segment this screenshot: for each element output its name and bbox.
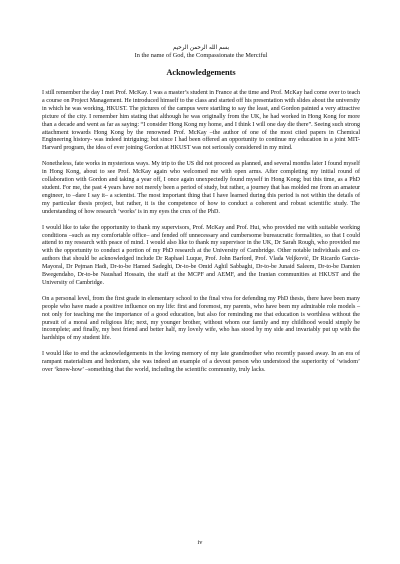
paragraph: I would like to take the opportunity to thank my supervisors, Prof. McKay and Prof. Hui, who provided me with suitable working conditions –such as my comfortable office– and fended off unnecessary and cumbersome bureaucratic formalities, so that I could attend to my research with peace of mind. I would also like to thank my supervisor in the UK, Dr Sarah Rough, who provided me with the opportunity to conduct a portion of my PhD research at the University of Cambridge. Other notable individuals and co-authors that should be acknowledged include Dr Raphael Luque, Prof. John Barford, Prof. Vlada Veljković, Dr Ricardo Garcia-Mayoral, Dr Pejman Hadi, Dr-to-be Hamed Sadeghi, Dr-to-be Omid Aghil Sabbaghi, Dr-to-be Junaid Saleem, Dr-to-be Damien Bwegendaho, Dr-to-be Naushad Hossain, the staff at the MCPF and AEMF, and the Iranian communities at HKUST and the University of Cambridge. — [42, 224, 360, 286]
section-title: Acknowledgements — [166, 68, 236, 77]
paragraph: I would like to end the acknowledgements in the loving memory of my late grandmother who recently passed away. In an era of rampant materialism and hedonism, she was indeed an example of a devout person who understood the superiority of ‘wisdom’ over ‘know-how’ –something that the world, including the scientific community, truly lacks. — [42, 351, 360, 374]
basmala-arabic: بسم الله الرحمن الرحيم — [172, 45, 230, 51]
paragraph: Nonetheless, fate works in mysterious ways. My trip to the US did not proceed as planned, and several months later I found myself in Hong Kong, about to see Prof. McKay again who welcomed me with open arms. After completing my initial round of collaboration with Gordon and taking a year off, I once again unexpectedly found myself in Hong Kong; but this time, as a PhD student. For me, the past 4 years have not merely been a period of study, but rather, a journey that has molded me from an amateur engineer, to –dare I say it– a scientist. The most important thing that I have learned during this period is not within the details of my particular thesis project, but rather, it is the competence of how to conduct a coherent and robust scientific study. The understanding of how research ‘works’ is in my eyes the crux of the PhD. — [42, 161, 360, 215]
basmala-english: In the name of God, the Compassionate the Merciful — [134, 52, 268, 59]
paragraph: On a personal level, from the first grade in elementary school to the final viva for defending my PhD thesis, there have been many people who have made a positive influence on my life: first and foremost, my parents, who have been my admirable role models –not only for teaching me the importance of a good education, but also for reminding me that education is worthless without the pursuit of a moral and religious life; next, my younger brother, without whom our family and my childhood would simply be incomplete; and finally, my best friend and better half, my lovely wife, who has stood by my side and invariably put up with the hardships of my student life. — [42, 295, 360, 342]
page-number: iv — [197, 539, 203, 546]
paragraph: I still remember the day I met Prof. McKay. I was a master’s student in France at the time and Prof. McKay had come over to teach a course on Project Management. He introduced himself to the class and started off his presentation with slides about the university in which he was working, HKUST. The pictures of the campus were startling to say the least, and Gordon painted a very attractive picture of the city. I remember him stating that although he was originally from the UK, he had worked in Hong Kong for more than a decade and went as far as saying: “I consider Hong Kong my home, and I think I will one day die there”. Seeing such strong attachment towards Hong Kong by the renowned Prof. McKay –the author of one of the most cited papers in Chemical Engineering history- was indeed intriguing; but since I had been offered an opportunity to continue my education in a joint MIT-Harvard program, the idea of ever joining Gordon at HKUST was not seriously considered in my mind. — [42, 90, 360, 152]
